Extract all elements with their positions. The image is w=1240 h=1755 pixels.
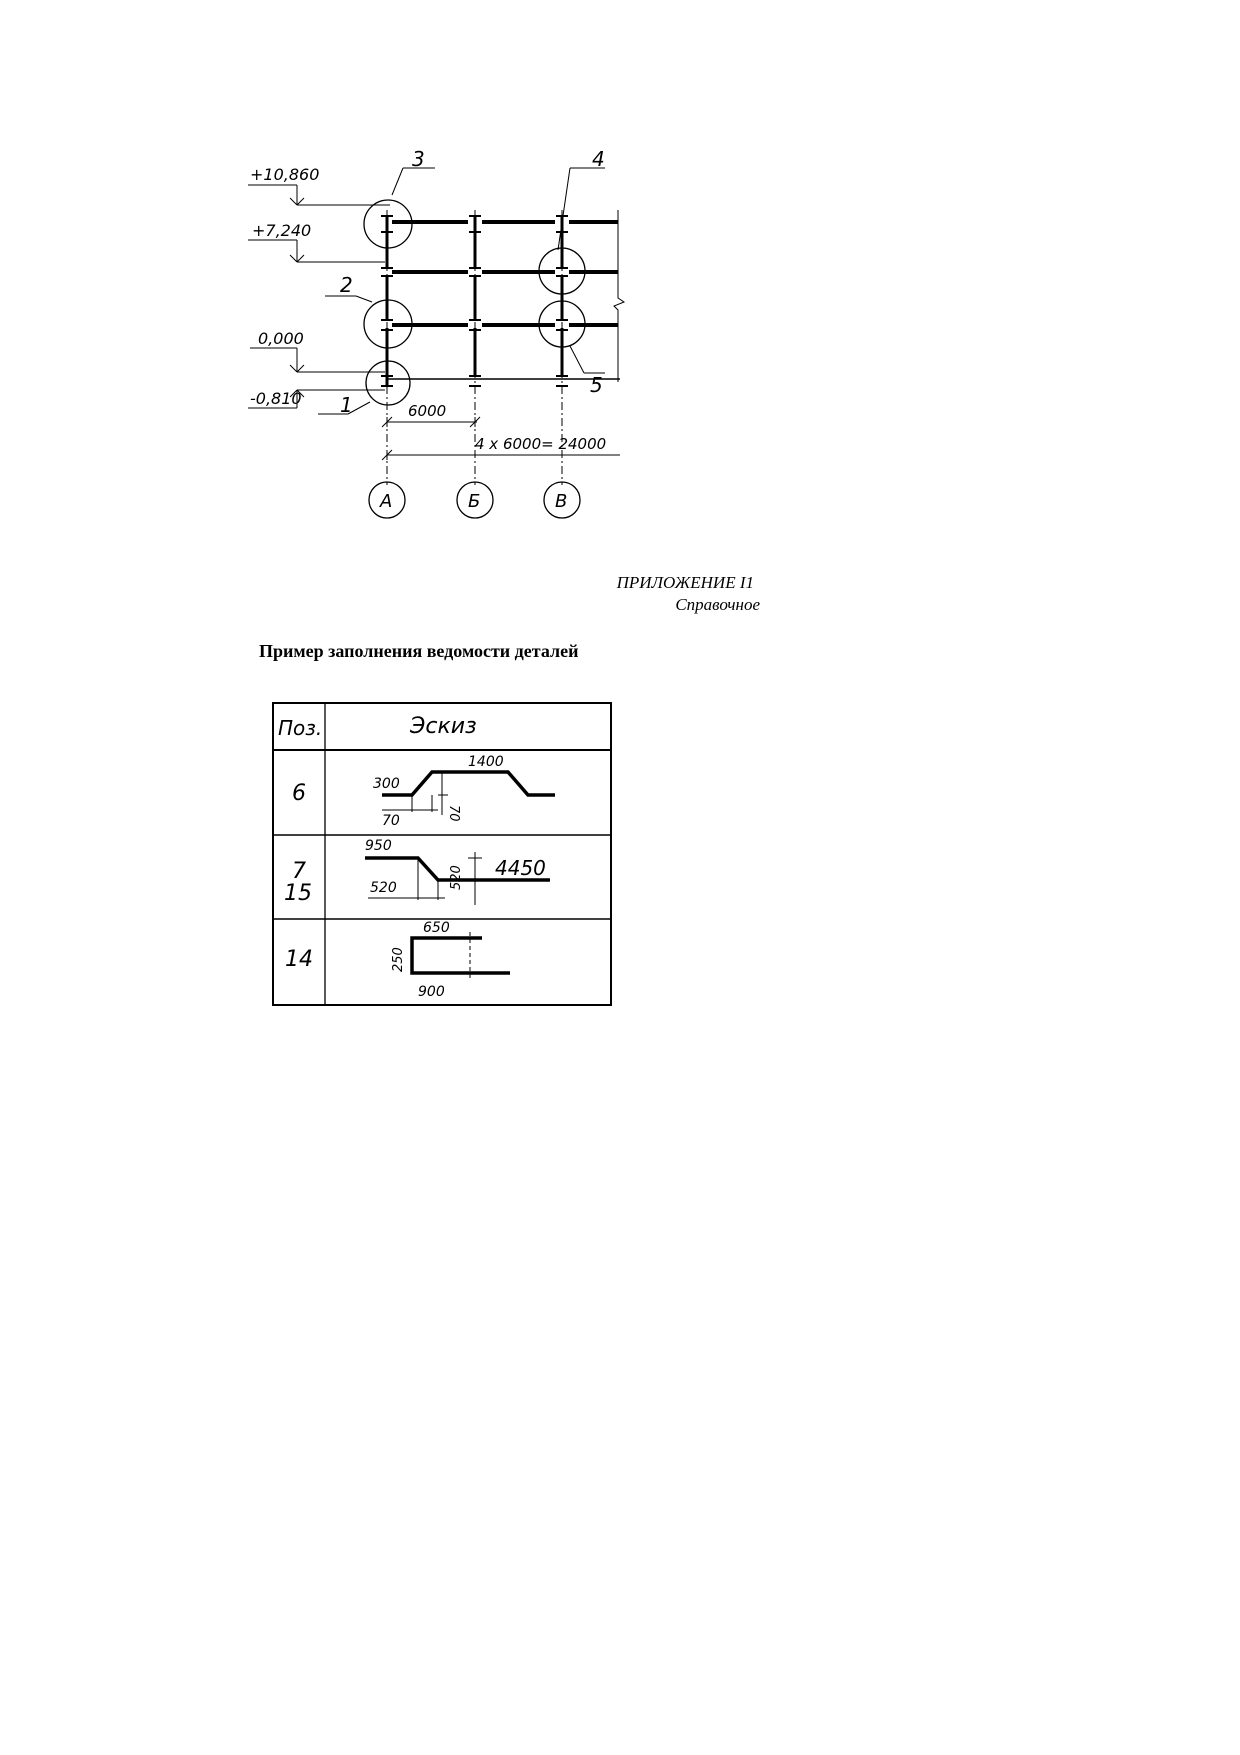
frame-drawing — [240, 150, 640, 530]
row-1-dim-1400: 1400 — [468, 754, 504, 770]
break-line — [614, 210, 624, 382]
row-3-dim-900: 900 — [418, 984, 445, 1000]
row-2-pos-a: 7 — [292, 859, 306, 884]
callout-1: 1 — [340, 393, 353, 417]
row-3-pos: 14 — [285, 947, 313, 972]
axis-label-v: В — [555, 491, 568, 512]
row-3-dim-250: 250 — [391, 947, 406, 972]
callout-4: 4 — [592, 150, 605, 171]
callout-3: 3 — [412, 150, 425, 171]
dimension-total: 4 x 6000= 24000 — [475, 435, 607, 453]
row-1-pos: 6 — [292, 781, 306, 806]
frame-drawing-svg — [240, 150, 640, 530]
elevation-label-3: 0,000 — [258, 329, 304, 348]
axis-label-b: Б — [468, 491, 481, 512]
sketch-table — [270, 700, 615, 1010]
row-1-dim-70-h: 70 — [382, 813, 400, 829]
axis-label-a: А — [380, 491, 393, 512]
columns — [387, 215, 562, 385]
beams — [392, 222, 618, 325]
row-1-dim-300: 300 — [373, 776, 400, 792]
sketch-bar-6 — [382, 772, 555, 815]
elevation-label-2: +7,240 — [252, 221, 312, 240]
row-2-dim-4450: 4450 — [495, 856, 546, 880]
appendix-subtitle: Справочное — [675, 595, 760, 614]
elevation-label-4: -0,810 — [250, 389, 302, 408]
row-1-dim-70-v: 70 — [446, 805, 461, 822]
sketch-bar-14 — [412, 932, 510, 980]
elevation-leaders — [248, 185, 390, 408]
dimension-6000: 6000 — [408, 402, 447, 420]
elevation-label-1: +10,860 — [250, 165, 320, 184]
row-3-dim-650: 650 — [423, 920, 450, 936]
table-border — [273, 703, 611, 1005]
callout-2: 2 — [340, 273, 353, 297]
row-2-pos-b: 15 — [284, 881, 312, 906]
row-2-dim-520-v: 520 — [449, 865, 464, 890]
header-pos: Поз. — [278, 716, 323, 740]
row-2-dim-520-h: 520 — [370, 880, 397, 896]
row-2-dim-950: 950 — [365, 838, 392, 854]
sketch-table-svg — [270, 700, 615, 1010]
section-title: Пример заполнения ведомости деталей — [259, 641, 579, 661]
callout-5: 5 — [590, 373, 603, 397]
appendix-heading — [560, 572, 760, 616]
appendix-title: ПРИЛОЖЕНИЕ I1 — [616, 573, 754, 592]
header-sketch: Эскиз — [410, 714, 477, 739]
